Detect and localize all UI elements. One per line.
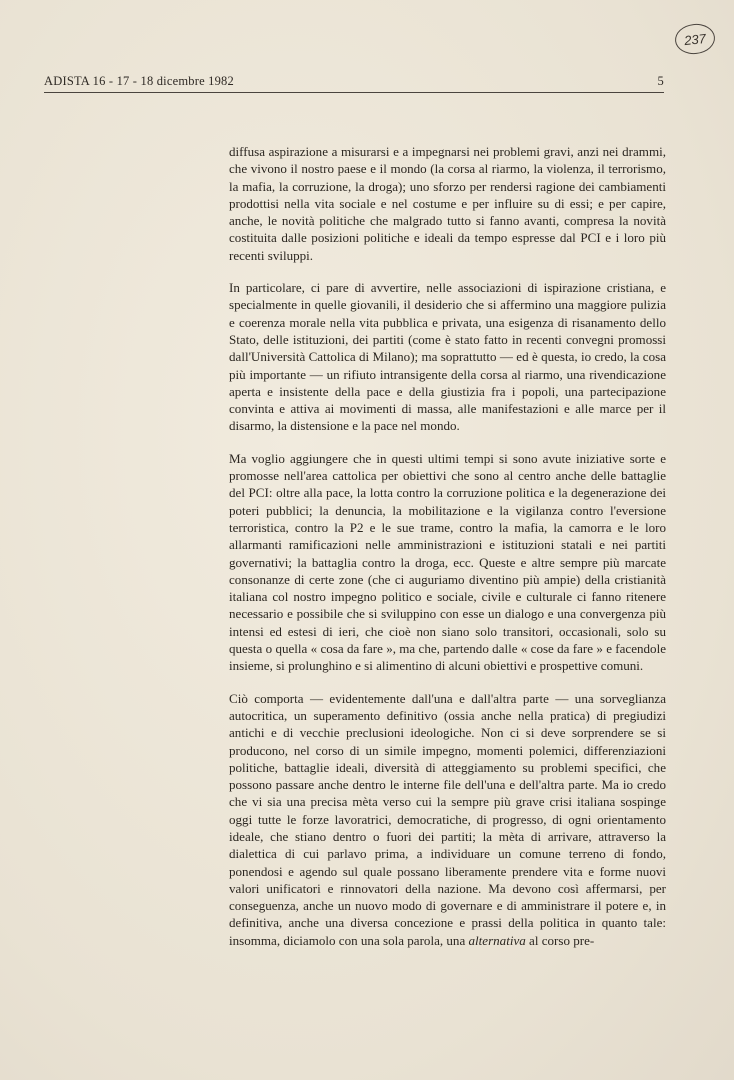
- publication-title: ADISTA 16 - 17 - 18 dicembre 1982: [44, 74, 234, 88]
- paragraph-1: [229, 143, 666, 264]
- paragraph-3: [229, 450, 666, 675]
- page-number: 5: [657, 74, 664, 88]
- paragraph-4: [229, 690, 666, 949]
- running-header: [44, 74, 664, 89]
- paragraph-4-tail: al corso pre-: [525, 932, 595, 948]
- article-body: [229, 143, 666, 949]
- paragraph-3-text: Ma voglio aggiungere che in questi ultimi tempi si sono avute iniziative sorte e promosse nell'area cattolica per obiettivi che sono al centro anche delle battaglie del PCI: oltre alla pace, la lotta contro la corruzione politica e la degenerazione dei poteri pubblici; la denuncia, la mobilitazione e la vigilanza contro l'eversione terroristica, contro la P2 e le sue trame, contro la mafia, la camorra e le loro allarmanti ramificazioni nelle amministrazioni e istituzioni statali e nei partiti governativi; la battaglia contro la droga, ecc. Queste e altre sempre più marcate consonanze di certe zone (che ci auguriamo diventino più ampie) della cristianità italiana col nostro impegno politico e sociale, civile e culturale ci fanno ritenere necessario e possibile che si sviluppino con esse un dialogo e una convergenza più intensi ed estesi di ieri, che cioè non siano solo transitori, occasionali, solo su questa o quella « cosa da fare », ma che, partendo dalle « cose da fare » e facendole insieme, si prolunghino e si alimentino di alcuni obiettivi e prospettive comuni.: [229, 450, 666, 674]
- paragraph-2-text: In particolare, ci pare di avvertire, nelle associazioni di ispirazione cristiana, e specialmente in quelle giovanili, il desiderio che si affermino una maggiore pulizia e coerenza morale nella vita pubblica e privata, una esigenza di risanamento dello Stato, delle istituzioni, dei partiti (come è stato fatto in recenti convegni promossi dall'Università Cattolica di Milano); ma soprattutto — ed è questa, io credo, la cosa più importante — un rifiuto intransigente della corsa al riarmo, una rivendicazione aperta e insistente della pace e della giustizia fra i popoli, una partecipazione convinta e attiva ai movimenti di massa, alle manifestazioni e alle marce per il disarmo, la distensione e la pace nel mondo.: [229, 280, 666, 434]
- paragraph-4-text: Ciò comporta — evidentemente dall'una e dall'altra parte — una sorveglianza autocritica, un superamento definitivo (ossia anche nella pratica) di pregiudizi antichi e di vecchie preclusioni ideologiche. Non ci si deve sorprendere se si producono, nel corso di un simile impegno, momenti polemici, differenziazioni politiche, battaglie ideali, diversità di atteggiamento su problemi specifici, che possono passare anche dentro le interne file dell'una e dell'altra parte. Ma io credo che vi sia una precisa mèta verso cui la sempre più grave crisi italiana sospinge oggi tutte le forze lavoratrici, democratiche, di progresso, di ogni orientamento ideale, che stiano dentro o fuori dei partiti; la mèta di arrivare, attraverso la dialettica di cui parlavo prima, a individuare un comune terreno di fondo, ponendosi e agendo sul quale possano liberamente prendere vita e forme nuovi valori unificatori e rinnovatori della nazione. Ma devono così affermarsi, per conseguenza, anche un nuovo modo di governare e di amministrare il potere e, in definitiva, anche una diversa concezione e prassi della politica in quanto tale: insomma, diciamolo con una sola parola, una: [229, 690, 666, 948]
- archive-page-stamp: 237: [674, 22, 717, 56]
- paragraph-2: [229, 279, 666, 435]
- paragraph-4-emphasis: alternativa: [468, 932, 526, 948]
- header-divider: [44, 92, 664, 93]
- paragraph-1-text: diffusa aspirazione a misurarsi e a impegnarsi nei problemi gravi, anzi nei drammi, che vivono il nostro paese e il mondo (la corsa al riarmo, la violenza, il terrorismo, la mafia, la corruzione, la droga); uno sforzo per rendersi ragione dei cambiamenti prodottisi nella vita sociale e nel costume e per influire su di essi; e per capire, anche, le novità politiche che malgrado tutto si fanno avanti, compresa la novità costituita dalle posizioni politiche e ideali da tempo espresse dal PCI e i loro più recenti sviluppi.: [229, 144, 666, 263]
